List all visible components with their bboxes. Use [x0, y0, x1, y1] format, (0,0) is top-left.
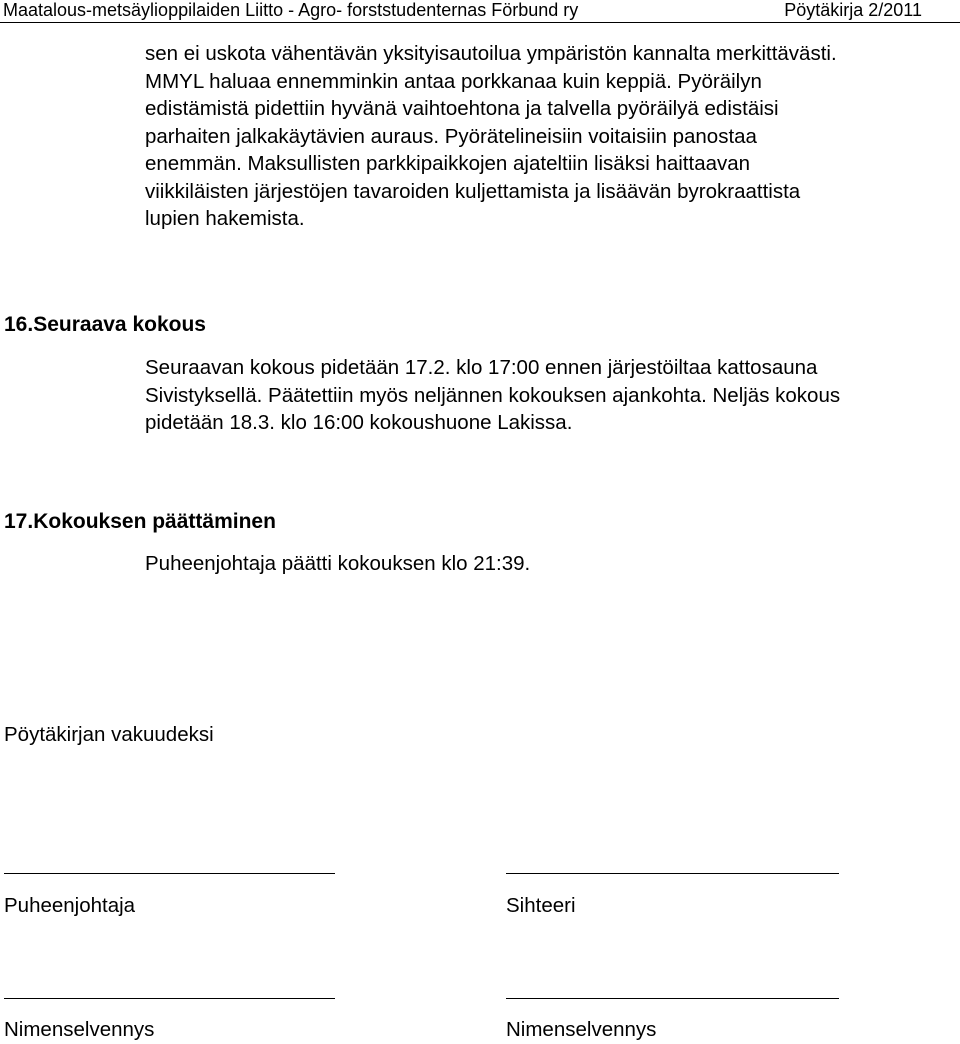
header-organization: Maatalous-metsäylioppilaiden Liitto - Agro- forststudenternas Förbund ry	[3, 0, 579, 20]
text-line: Seuraavan kokous pidetään 17.2. klo 17:00 ennen järjestöiltaa kattosauna	[145, 356, 818, 379]
section-17-heading	[4, 509, 276, 535]
name-clarification-secretary: Nimenselvennys	[506, 1018, 657, 1041]
paragraph-continued	[145, 40, 945, 233]
section-16-body	[145, 354, 945, 437]
section-16-number: 16.	[4, 313, 34, 336]
text-line: MMYL haluaa ennemminkin antaa porkkanaa kuin keppiä. Pyöräilyn	[145, 69, 762, 93]
section-17-title: Kokouksen päättäminen	[33, 510, 276, 533]
section-16-title: Seuraava kokous	[33, 313, 206, 336]
text-line: sen ei uskota vähentävän yksityisautoilua ympäristön kannalta merkittävästi.	[145, 42, 837, 65]
text-line: enemmän. Maksullisten parkkipaikkojen ajateltiin lisäksi haittaavan	[145, 152, 751, 175]
text-line: Puheenjohtaja päätti kokouksen klo 21:39.	[145, 552, 531, 575]
clarification-line-chair	[4, 998, 335, 999]
page-header	[0, 0, 960, 23]
name-clarification-chair: Nimenselvennys	[4, 1018, 155, 1041]
section-16-heading	[4, 312, 206, 338]
text-line: viikkiläisten järjestöjen tavaroiden kuljettamista ja lisäävän byrokraattista	[145, 179, 801, 203]
section-17-number: 17.	[4, 510, 34, 533]
clarification-line-secretary	[506, 998, 839, 999]
signature-line-chair	[4, 873, 335, 874]
signature-intro: Pöytäkirjan vakuudeksi	[4, 723, 214, 746]
header-document-number: Pöytäkirja 2/2011	[784, 0, 922, 20]
signature-role-secretary: Sihteeri	[506, 894, 576, 917]
signature-line-secretary	[506, 873, 839, 874]
text-line: pidetään 18.3. klo 16:00 kokoushuone Lakissa.	[145, 411, 573, 434]
text-line: Sivistyksellä. Päätettiin myös neljännen kokouksen ajankohta. Neljäs kokous	[145, 383, 841, 407]
text-line: parhaiten jalkakäytävien auraus. Pyörätelineisiin voitaisiin panostaa	[145, 124, 757, 148]
signature-role-chair: Puheenjohtaja	[4, 894, 136, 917]
text-line: lupien hakemista.	[145, 207, 305, 230]
text-line: edistämistä pidettiin hyvänä vaihtoehtona ja talvella pyöräilyä edistäisi	[145, 97, 779, 120]
section-17-body	[145, 550, 945, 578]
